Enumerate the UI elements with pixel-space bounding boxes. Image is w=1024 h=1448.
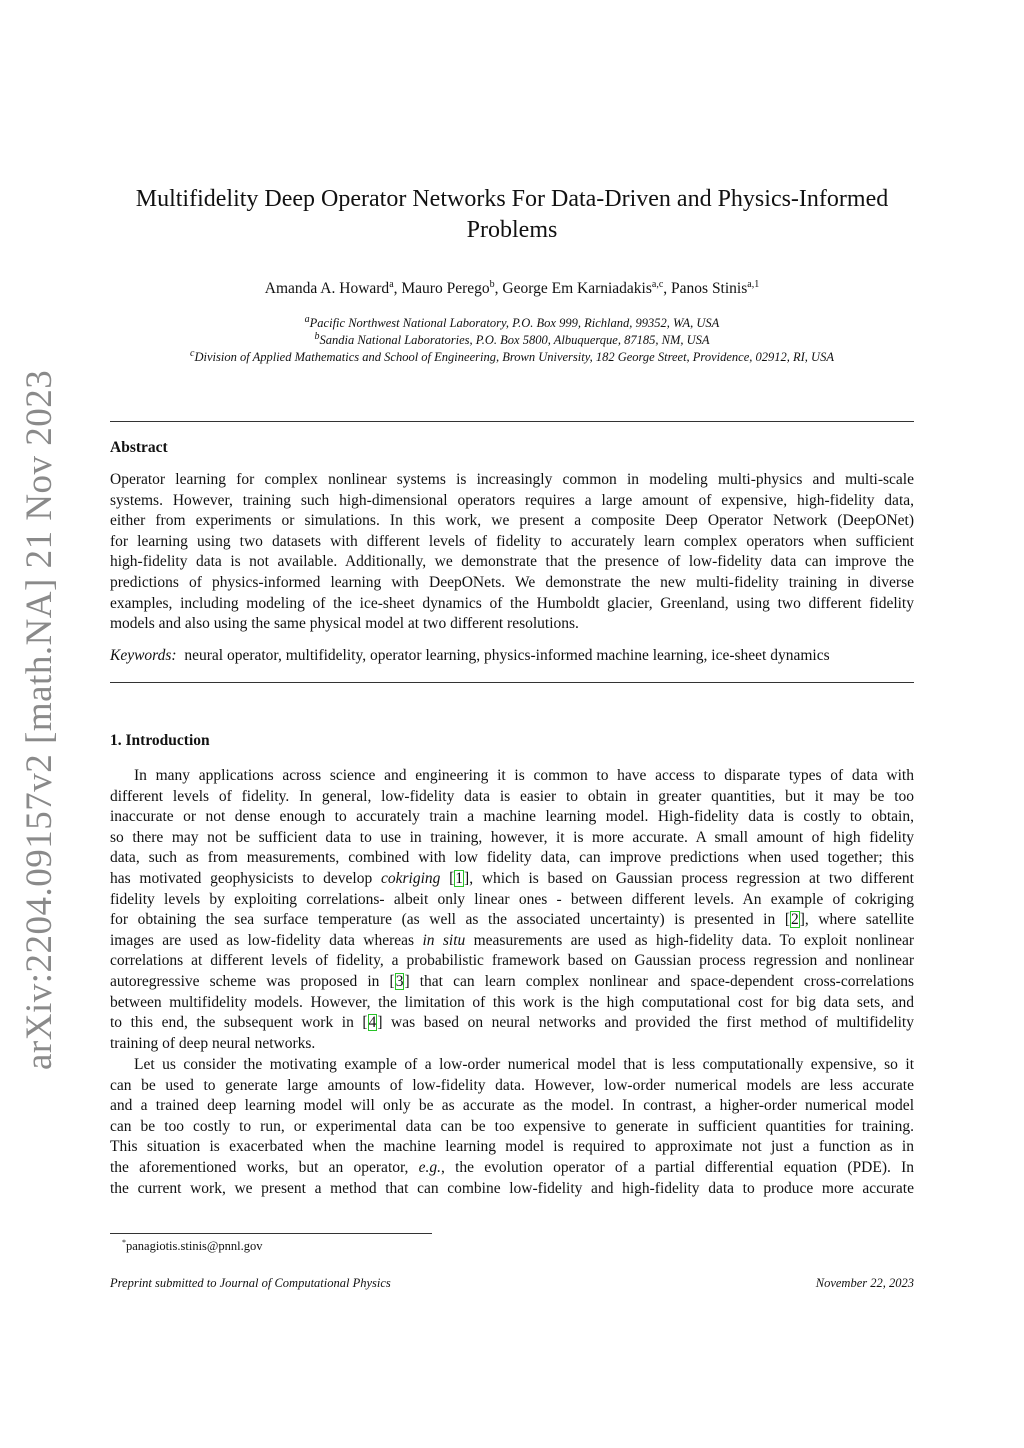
introduction-paragraph-1	[110, 766, 914, 1054]
line-text: ], which is based on Gaussian process regression at two different	[464, 869, 914, 887]
line-text: can be used to generate large amounts of low-fidelity data. However, low-order numerical models are less accurate	[110, 1076, 914, 1094]
affiliation-mark: b	[314, 331, 320, 342]
citation-link[interactable]: 4	[368, 1014, 377, 1032]
line-text: has motivated geophysicists to develop	[110, 869, 381, 887]
abstract-heading: Abstract	[110, 439, 168, 456]
line-text: images are used as low-fidelity data whereas	[110, 931, 423, 949]
citation-link[interactable]: 2	[790, 911, 799, 929]
paragraph-line	[110, 1096, 914, 1117]
line-text: ] that can learn complex nonlinear and space-dependent cross-correlations	[404, 972, 914, 990]
abstract-body	[110, 470, 914, 635]
emphasized-term: cokriging	[380, 869, 441, 887]
citation-link[interactable]: 3	[395, 972, 404, 990]
keywords-label: Keywords:	[110, 647, 177, 664]
author-name: Panos Stinis	[671, 280, 748, 298]
paragraph-line	[110, 1179, 914, 1200]
abstract-line: predictions of physics-informed learning with DeepONets. We demonstrate the new multi-fidelity training in diverse	[110, 573, 914, 591]
keywords-text: neural operator, multifidelity, operator learning, physics-informed machine learning, ice-sheet dynamics	[184, 647, 830, 664]
abstract-line: systems. However, training such high-dimensional operators requires a large amount of expensive, high-fidelity data,	[110, 491, 914, 509]
line-text: data, such as from measurements, combined with low fidelity data, can improve predictions when used together; this	[110, 849, 914, 867]
line-text: so there may not be sufficient data to use in training, however, it is more accurate. A small amount of high fidelity	[110, 828, 914, 846]
paragraph-line	[110, 931, 914, 952]
paragraph-line	[110, 951, 914, 972]
line-text: different levels of fidelity. In general, low-fidelity data is easier to obtain in greater quantities, but it may be too	[110, 787, 914, 805]
introduction-heading: 1. Introduction	[110, 732, 210, 749]
line-text: to this end, the subsequent work in [	[110, 1014, 368, 1032]
abstract-line: for learning using two datasets with different levels of fidelity to accurately learn complex operators when sufficient	[110, 532, 914, 550]
line-text: and a trained deep learning model will only be as accurate as the model. In contrast, a higher-order numerical model	[110, 1097, 914, 1115]
affiliation-text: Pacific Northwest National Laboratory, P.O. Box 999, Richland, 99352, WA, USA	[309, 316, 720, 331]
affiliation-mark: a	[304, 314, 310, 325]
paragraph-line	[110, 993, 914, 1014]
paragraph-line	[110, 1034, 914, 1055]
footnote-email-link[interactable]: panagiotis.stinis@pnnl.gov	[126, 1239, 263, 1254]
line-text: can be too costly to run, or experimental data can be too expensive to generate in sufficient quantities for training.	[110, 1117, 914, 1135]
line-text: , the evolution operator of a partial differential equation (PDE). In	[441, 1158, 914, 1176]
line-text: the current work, we present a method that can combine low-fidelity and high-fidelity data to produce more accurate	[110, 1179, 914, 1197]
line-text: autoregressive scheme was proposed in [	[110, 972, 395, 990]
emphasized-term: in situ	[422, 931, 466, 949]
line-text: for obtaining the sea surface temperature (as well as the associated uncertainty) is presented in [	[110, 911, 790, 929]
line-text: This situation is exacerbated when the machine learning model is required to approximate not just a function as in	[110, 1138, 914, 1156]
footnote-rule	[110, 1233, 432, 1234]
affiliation-c	[110, 345, 914, 366]
abstract-top-rule	[110, 421, 914, 422]
introduction-paragraph-2	[110, 1055, 914, 1199]
keywords	[110, 646, 914, 667]
paper-title	[110, 184, 914, 246]
paragraph-line	[110, 766, 914, 787]
paragraph-line	[110, 1055, 914, 1076]
line-text: the aforementioned works, but an operator,	[110, 1158, 419, 1176]
line-text: [	[440, 869, 455, 887]
paper-title-line-2: Problems	[466, 217, 558, 243]
line-text: between multifidelity models. However, the limitation of this work is the high computational cost for big data sets, and	[110, 993, 914, 1011]
footnote	[122, 1238, 263, 1254]
paragraph-line	[110, 787, 914, 808]
paragraph-line	[110, 807, 914, 828]
paragraph-line	[110, 890, 914, 911]
line-text: training of deep neural networks.	[110, 1034, 316, 1052]
author-affiliation-mark: a,c	[651, 279, 664, 290]
citation-link[interactable]: 1	[455, 869, 464, 887]
line-text: measurements are used as high-fidelity data. To exploit nonlinear	[465, 931, 914, 949]
paragraph-line	[110, 869, 914, 890]
paragraph-line	[110, 828, 914, 849]
paragraph-line	[110, 1013, 914, 1034]
line-text: ] was based on neural networks and provided the first method of multifidelity	[377, 1014, 914, 1032]
author-name: Mauro Perego	[401, 280, 490, 298]
affiliation-text: Division of Applied Mathematics and School of Engineering, Brown University, 182 George Street, Providence, 02912, RI, USA	[194, 350, 834, 365]
paragraph-line	[110, 972, 914, 993]
paper-title-line-1: Multifidelity Deep Operator Networks For Data-Driven and Physics-Informed	[135, 186, 889, 212]
author-affiliation-mark: b	[489, 279, 495, 290]
author-name: George Em Karniadakis	[502, 280, 652, 298]
line-text: In many applications across science and engineering it is common to have access to disparate types of data with	[134, 767, 914, 784]
paragraph-line	[110, 848, 914, 869]
paragraph-line	[110, 1076, 914, 1097]
author-affiliation-mark: a	[389, 279, 394, 290]
line-text: fidelity levels by exploiting correlations- albeit only linear ones - between different levels. An example of cokriging	[110, 890, 914, 908]
affiliation-text: Sandia National Laboratories, P.O. Box 5800, Albuquerque, 87185, NM, USA	[319, 333, 710, 348]
line-text: ], where satellite	[799, 911, 915, 929]
abstract-line: high-fidelity data is not available. Additionally, we demonstrate that the presence of low-fidelity data can improve the	[110, 553, 914, 571]
paragraph-line	[110, 1137, 914, 1158]
paragraph-line	[110, 1117, 914, 1138]
paragraph-line	[110, 1158, 914, 1179]
abstract-line: examples, including modeling of the ice-sheet dynamics of the Humboldt glacier, Greenland, using two different fidelity	[110, 594, 914, 612]
line-text: correlations at different levels of fidelity, a probabilistic framework based on Gaussian process regression and nonlinear	[110, 952, 914, 970]
author-affiliation-mark: a,1	[747, 279, 760, 290]
author-name: Amanda A. Howard	[264, 280, 390, 298]
footer-date: November 22, 2023	[815, 1276, 914, 1290]
abstract-bottom-rule	[110, 682, 914, 683]
arxiv-identifier-stamp: arXiv:2204.09157v2 [math.NA] 21 Nov 2023	[19, 369, 60, 1070]
abstract-line: Operator learning for complex nonlinear systems is increasingly common in modeling multi-physics and multi-scale	[110, 471, 914, 488]
footnote-mark: *	[122, 1238, 126, 1247]
affiliation-mark: c	[190, 348, 195, 359]
abstract-line: models and also using the same physical model at two different resolutions.	[110, 615, 579, 633]
footer-journal: Preprint submitted to Journal of Computational Physics	[110, 1276, 391, 1290]
line-text: inaccurate or not dense enough to accurately train a machine learning model. High-fidelity data is costly to obtain,	[110, 808, 914, 826]
abstract-line: either from experiments or simulations. In this work, we present a composite Deep Operator Network (DeepONet)	[110, 512, 914, 530]
author-list: Amanda A. Howard$^a$, Mauro Perego$^b$, George Em Karniadakis$^{a,c}$, Panos Stinis$^{a,1}$	[264, 279, 760, 298]
emphasized-term: e.g.	[418, 1158, 442, 1176]
line-text: Let us consider the motivating example of a low-order numerical model that is less computationally expensive, so it	[134, 1056, 914, 1073]
paragraph-line	[110, 910, 914, 931]
